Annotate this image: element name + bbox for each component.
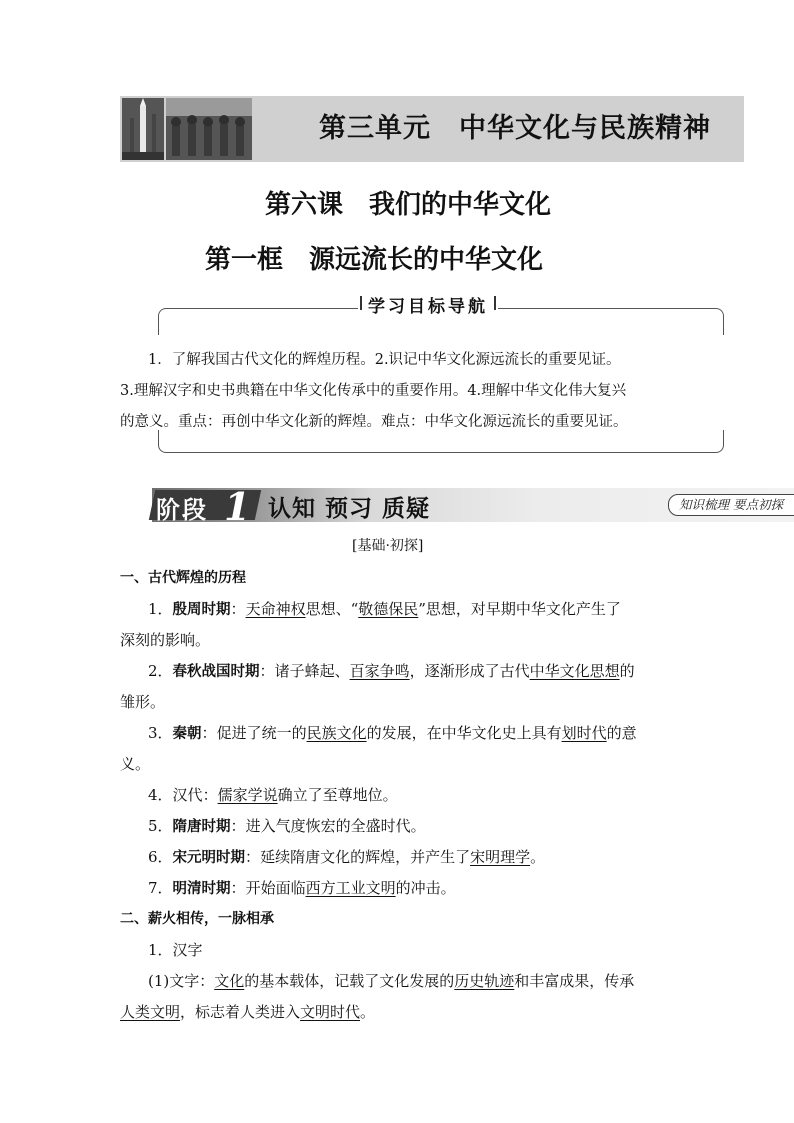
item-period: 春秋战国时期 <box>172 664 260 680</box>
item-number: 4． <box>148 786 173 804</box>
key-term: 民族文化 <box>306 724 367 742</box>
item-colon: ： <box>230 817 246 835</box>
list-item <box>148 660 635 681</box>
list-item <box>148 877 456 898</box>
item-period: 殷周时期 <box>172 602 231 618</box>
item-colon: ： <box>202 786 218 804</box>
list-item <box>148 846 545 867</box>
item-number: 1． <box>148 600 173 618</box>
item-label: (1)文字： <box>148 972 215 990</box>
terracotta-warriors-photo <box>166 98 252 160</box>
list-item <box>148 722 637 743</box>
item-text: 进入气度恢宏的全盛时代。 <box>245 817 426 835</box>
section-title: 第一框 源远流长的中华文化 <box>205 245 544 275</box>
key-term: 划时代 <box>561 724 607 742</box>
stage-tag: 知识梳理 要点初探 <box>668 494 794 516</box>
objectives-line: 3.理解汉字和史书典籍在中华文化传承中的重要作用。4.理解中华文化伟大复兴 <box>120 383 627 399</box>
item-colon: ： <box>259 662 275 680</box>
item-text: 的 <box>619 662 635 680</box>
item-number: 6． <box>148 848 173 866</box>
item-text: ”思想，对早期中华文化产生了 <box>418 600 621 618</box>
key-term: 天命神权 <box>245 600 306 618</box>
list-item <box>148 970 634 991</box>
key-term: 儒家学说 <box>217 786 278 804</box>
rocket-launch-photo <box>122 98 164 160</box>
item-text: 促进了统一的 <box>216 724 307 742</box>
list-item-continuation: 深刻的影响。 <box>120 631 211 649</box>
stage-word: 阶段 <box>156 495 208 524</box>
list-item-continuation: 义。 <box>120 755 151 773</box>
item-text: 的冲击。 <box>395 879 456 897</box>
item-number: 7． <box>148 879 173 897</box>
item-period: 明清时期 <box>172 881 231 897</box>
item-number: 2． <box>148 662 173 680</box>
item-colon: ： <box>201 724 217 742</box>
list-item <box>148 784 398 805</box>
item-text: 开始面临 <box>245 879 306 897</box>
item-text: ，标志着人类进入 <box>180 1003 301 1021</box>
key-term: 文明时代 <box>300 1003 361 1021</box>
item-text: 。 <box>360 1003 376 1021</box>
item-period: 汉代 <box>172 786 203 804</box>
item-period: 宋元明时期 <box>172 850 246 866</box>
item-text: 确立了至尊地位。 <box>277 786 398 804</box>
objectives-box-bottom-border <box>158 430 724 453</box>
list-item <box>148 598 621 619</box>
key-term: 人类文明 <box>120 1003 181 1021</box>
key-term: 中华文化思想 <box>529 662 620 680</box>
item-text: ，逐渐形成了古代 <box>409 662 530 680</box>
item-colon: ： <box>230 879 246 897</box>
item-text: 的基本载体，记载了文化发展的 <box>244 972 455 990</box>
section-heading: 二、薪火相传，一脉相承 <box>120 911 274 927</box>
unit-banner <box>120 96 744 162</box>
subsection-heading: 1．汉字 <box>148 941 203 959</box>
item-period: 隋唐时期 <box>172 819 231 835</box>
stage-number: 1 <box>224 484 251 529</box>
item-colon: ： <box>230 600 246 618</box>
basic-preview-tag: [基础·初探] <box>352 538 424 554</box>
unit-title: 第三单元 中华文化与民族精神 <box>319 113 711 144</box>
item-colon: ： <box>245 848 261 866</box>
key-term: 西方工业文明 <box>305 879 396 897</box>
objectives-label: 学习目标导航 <box>358 292 498 317</box>
key-term: 历史轨迹 <box>454 972 515 990</box>
key-term: 文化 <box>214 972 245 990</box>
item-text: 。 <box>530 848 546 866</box>
key-term: 敬德保民 <box>358 600 419 618</box>
item-text: 延续隋唐文化的辉煌，并产生了 <box>260 848 471 866</box>
key-term: 百家争鸣 <box>349 662 410 680</box>
list-item-continuation <box>120 1001 375 1022</box>
item-text: 诸子蜂起、 <box>274 662 350 680</box>
stage-title: 认知 预习 质疑 <box>268 495 431 522</box>
list-item-continuation: 雏形。 <box>120 693 166 711</box>
item-period: 秦朝 <box>172 726 202 742</box>
key-term: 宋明理学 <box>470 848 531 866</box>
item-number: 3． <box>148 724 173 742</box>
item-text: 和丰富成果，传承 <box>514 972 635 990</box>
item-text: 的意 <box>606 724 637 742</box>
item-number: 5． <box>148 817 173 835</box>
stage-banner <box>152 484 794 529</box>
item-text: 思想、“ <box>305 600 359 618</box>
list-item <box>148 815 426 836</box>
objectives-line: 1．了解我国古代文化的辉煌历程。2.识记中华文化源远流长的重要见证。 <box>148 352 621 368</box>
lesson-title: 第六课 我们的中华文化 <box>265 190 552 220</box>
objectives-line: 的意义。重点：再创中华文化新的辉煌。难点：中华文化源远流长的重要见证。 <box>120 414 628 430</box>
section-heading: 一、古代辉煌的历程 <box>120 570 246 586</box>
item-text: 的发展，在中华文化史上具有 <box>366 724 562 742</box>
